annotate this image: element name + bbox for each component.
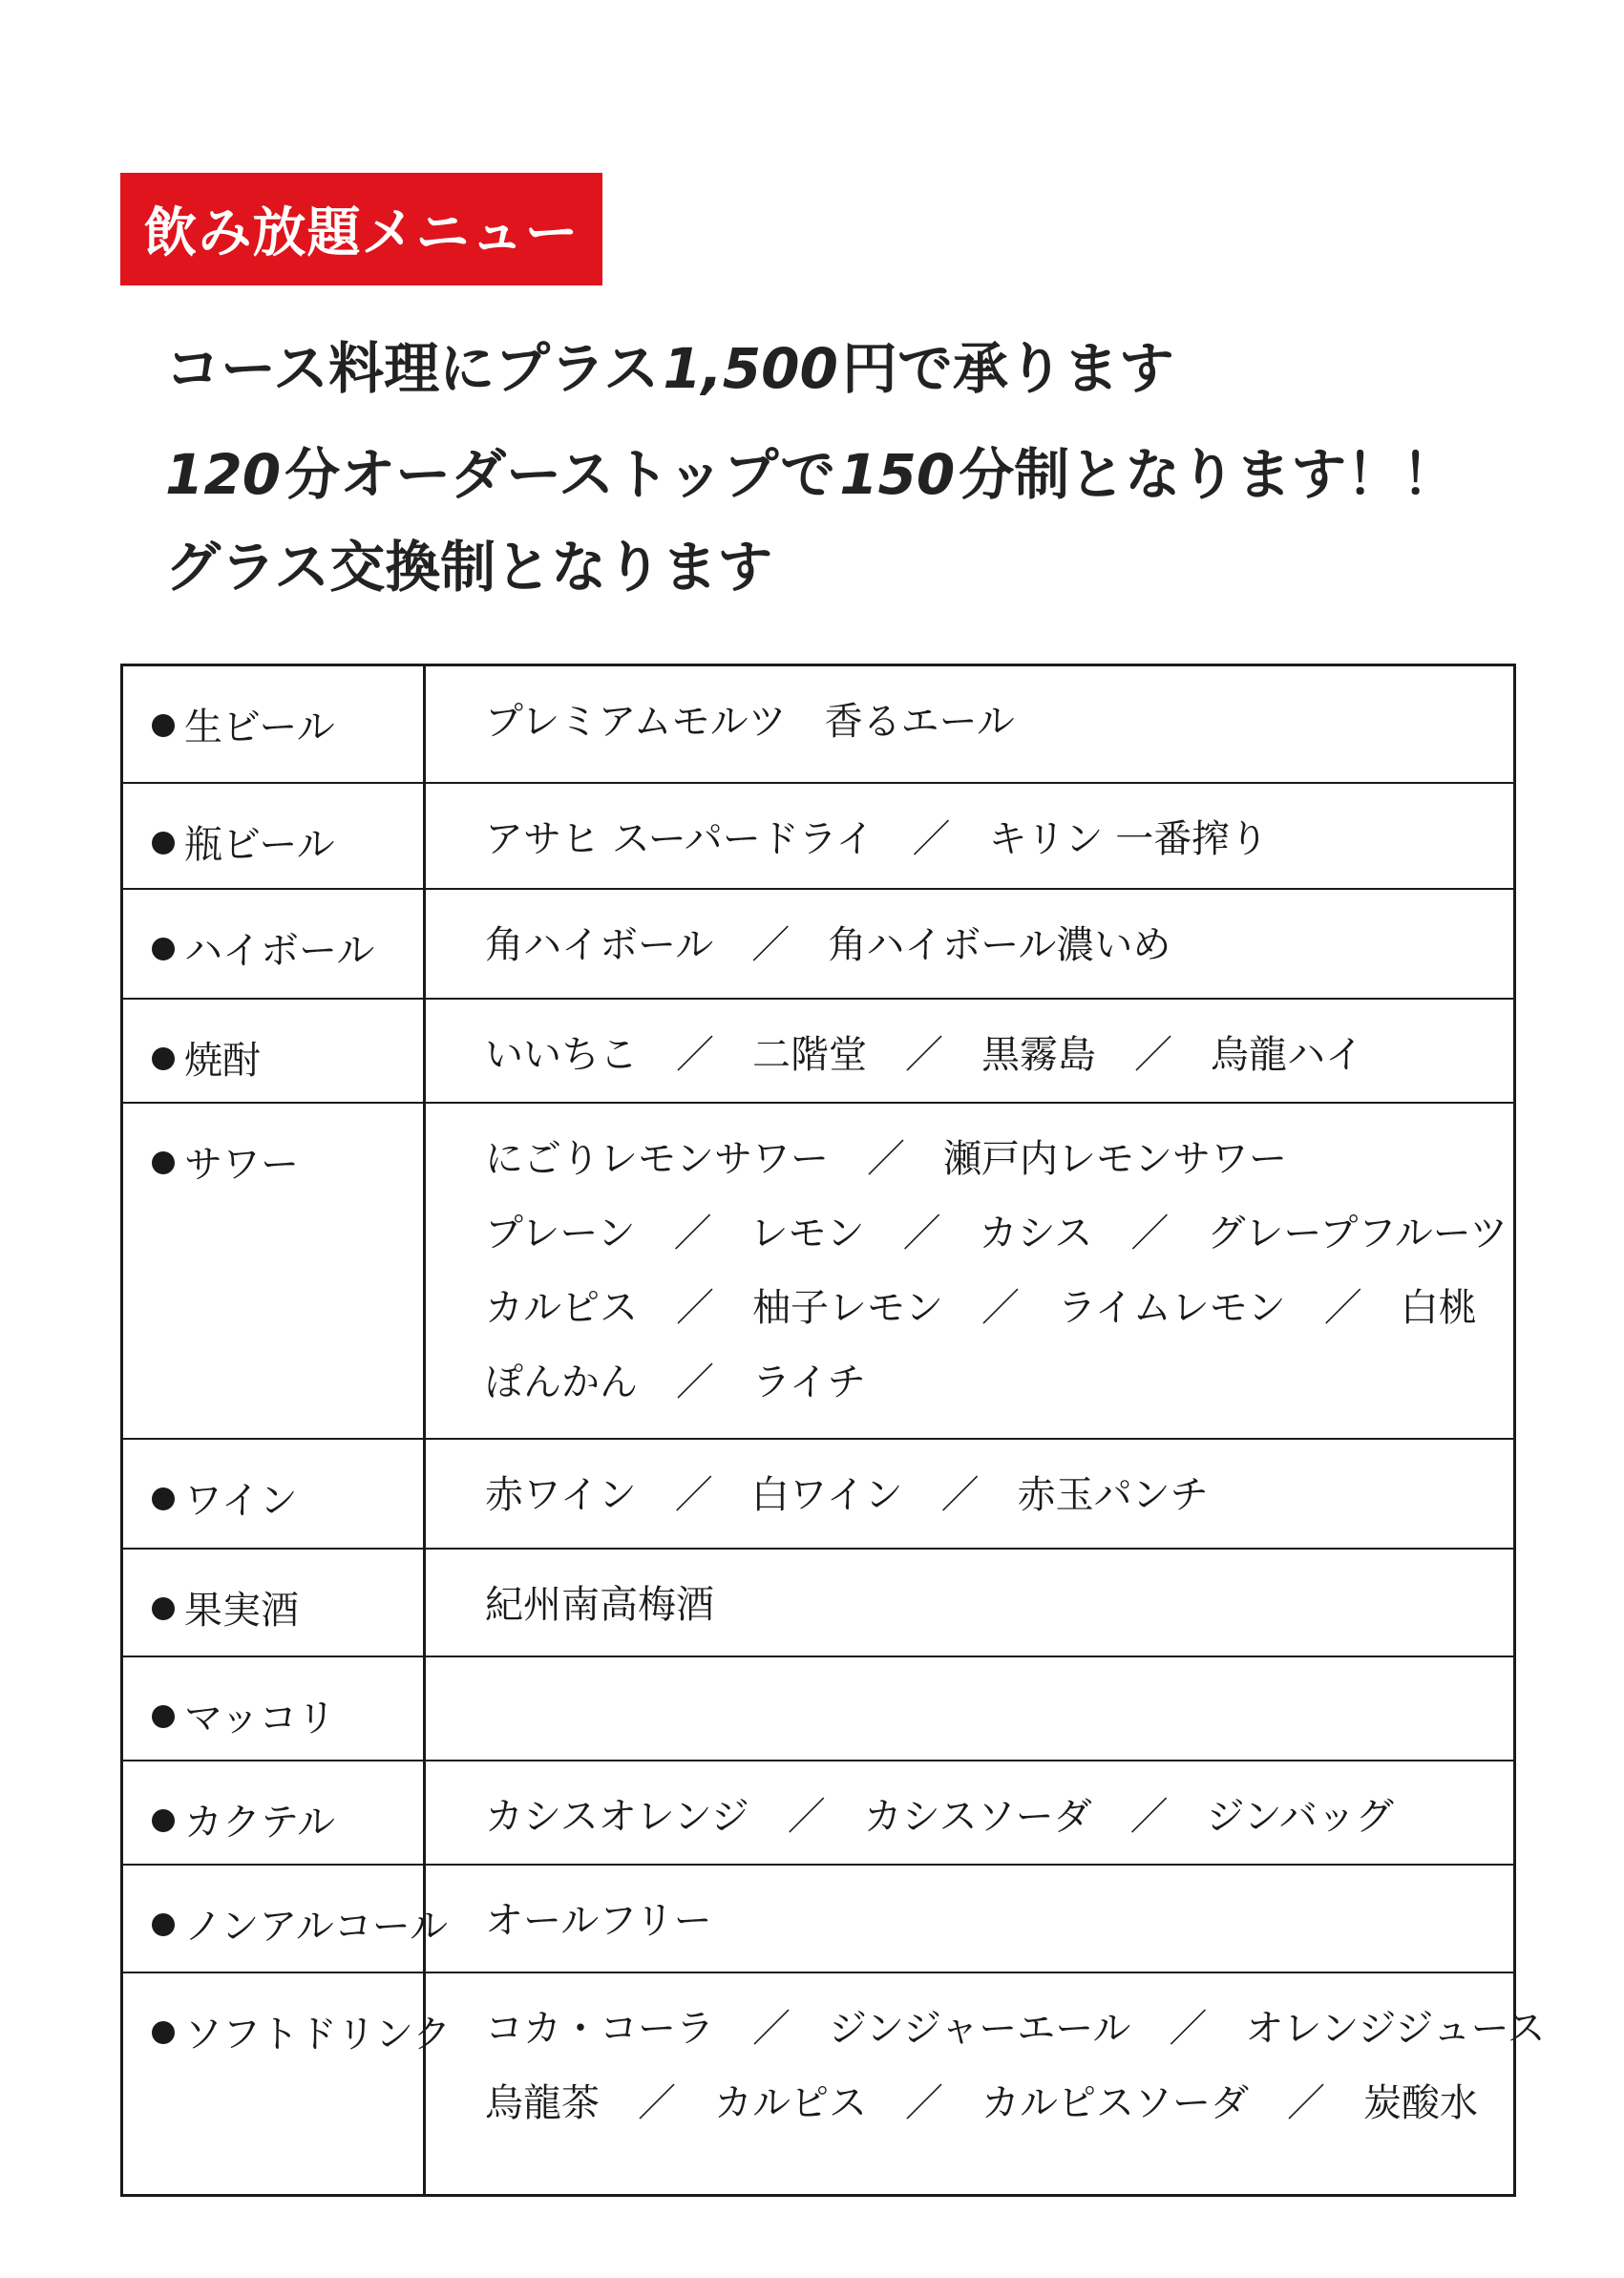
menu-row — [123, 1864, 1513, 1972]
menu-item-line: 烏龍茶 ／ カルピス ／ カルピスソーダ ／ 炭酸水 — [485, 2081, 1478, 2125]
menu-item-line: アサヒ スーパードライ ／ キリン 一番搾り — [485, 817, 1269, 861]
menu-items — [426, 1000, 1513, 1102]
menu-title-badge: 飲み放題メニュー — [120, 173, 602, 285]
menu-category — [123, 1550, 426, 1656]
menu-item-line: オールフリー — [485, 1899, 712, 1943]
menu-row — [123, 1102, 1513, 1438]
bullet-icon — [152, 1597, 175, 1620]
menu-category-label: カクテル — [184, 1801, 335, 1845]
order-stop-text: 分オーダーストップで — [285, 442, 836, 507]
bullet-icon — [152, 1047, 175, 1070]
menu-category — [123, 666, 426, 782]
menu-category — [123, 1440, 426, 1548]
menu-row — [123, 782, 1513, 888]
menu-item-line: 赤ワイン ／ 白ワイン ／ 赤玉パンチ — [485, 1473, 1209, 1517]
menu-item-line: にごりレモンサワー ／ 瀬戸内レモンサワー — [485, 1137, 1287, 1181]
menu-items — [426, 1550, 1513, 1656]
bullet-icon — [152, 714, 175, 737]
bullet-icon — [152, 1809, 175, 1832]
menu-row — [123, 1438, 1513, 1548]
bullet-icon — [152, 1151, 175, 1174]
menu-category — [123, 1000, 426, 1102]
menu-category-label: サワー — [184, 1143, 299, 1187]
time-limit-minutes: 150 — [839, 442, 956, 507]
menu-row — [123, 1656, 1513, 1760]
menu-items — [426, 1761, 1513, 1864]
menu-category — [123, 1973, 452, 2194]
menu-items — [426, 1657, 1513, 1760]
menu-category-label: マッコリ — [184, 1697, 336, 1740]
menu-item-line: ぽんかん ／ ライチ — [485, 1360, 866, 1404]
menu-row — [123, 888, 1513, 998]
menu-category-label: 生ビール — [184, 706, 335, 749]
menu-item-line: カルピス ／ 柚子レモン ／ ライムレモン ／ 白桃 — [485, 1286, 1477, 1330]
menu-row — [123, 1548, 1513, 1656]
bullet-icon — [152, 1705, 175, 1728]
price-note-text: コース料理にプラス — [165, 336, 660, 401]
menu-items — [426, 1866, 1513, 1972]
bullet-icon — [152, 938, 175, 960]
menu-category — [123, 890, 426, 998]
bullet-icon — [152, 2021, 175, 2044]
menu-item-line: プレミアムモルツ 香るエール — [485, 700, 1015, 744]
menu-items — [426, 1973, 1546, 2194]
menu-item-line: プレーン ／ レモン ／ カシス ／ グレープフルーツ — [485, 1212, 1508, 1255]
order-stop-minutes: 120 — [165, 442, 282, 507]
price-amount: 1,500 — [663, 336, 838, 401]
menu-item-line: いいちこ ／ 二階堂 ／ 黒霧島 ／ 烏龍ハイ — [485, 1033, 1363, 1077]
menu-row — [123, 666, 1513, 782]
time-limit-text: 分制となります！！ — [959, 442, 1458, 507]
menu-row — [123, 1760, 1513, 1864]
menu-row — [123, 1972, 1546, 2194]
bullet-icon — [152, 1487, 175, 1510]
menu-category — [123, 784, 426, 888]
menu-item-line: コカ・コーラ ／ ジンジャーエール ／ オレンジジュース — [485, 2007, 1546, 2051]
menu-category-label: 焼酎 — [184, 1039, 261, 1083]
menu-items — [426, 890, 1513, 998]
menu-category — [123, 1866, 448, 1972]
menu-category — [123, 1104, 426, 1438]
price-note-suffix: 円で承ります — [841, 336, 1174, 401]
price-note — [165, 336, 1174, 401]
menu-category — [123, 1761, 426, 1864]
menu-item-line: 紀州南高梅酒 — [485, 1583, 714, 1627]
time-limit-note — [165, 442, 1458, 507]
menu-items — [426, 666, 1513, 782]
menu-category-label: 瓶ビール — [184, 823, 335, 867]
menu-category-label: ソフトドリンク — [184, 2013, 452, 2057]
menu-row — [123, 998, 1513, 1102]
bullet-icon — [152, 1913, 175, 1936]
menu-items — [426, 1440, 1513, 1548]
menu-category-label: ノンアルコール — [184, 1905, 448, 1949]
menu-item-line: 角ハイボール ／ 角ハイボール濃いめ — [485, 923, 1171, 967]
menu-items — [426, 784, 1513, 888]
drink-menu-table — [120, 664, 1546, 2197]
menu-category-label: ワイン — [184, 1479, 298, 1523]
bullet-icon — [152, 832, 175, 854]
menu-category — [123, 1657, 426, 1760]
menu-items — [426, 1104, 1513, 1438]
menu-category-label: ハイボール — [184, 929, 375, 973]
menu-item-line: カシスオレンジ ／ カシスソーダ ／ ジンバッグ — [485, 1795, 1394, 1839]
glass-exchange-note: グラス交換制となります — [165, 535, 773, 600]
menu-category-label: 果実酒 — [184, 1589, 299, 1633]
